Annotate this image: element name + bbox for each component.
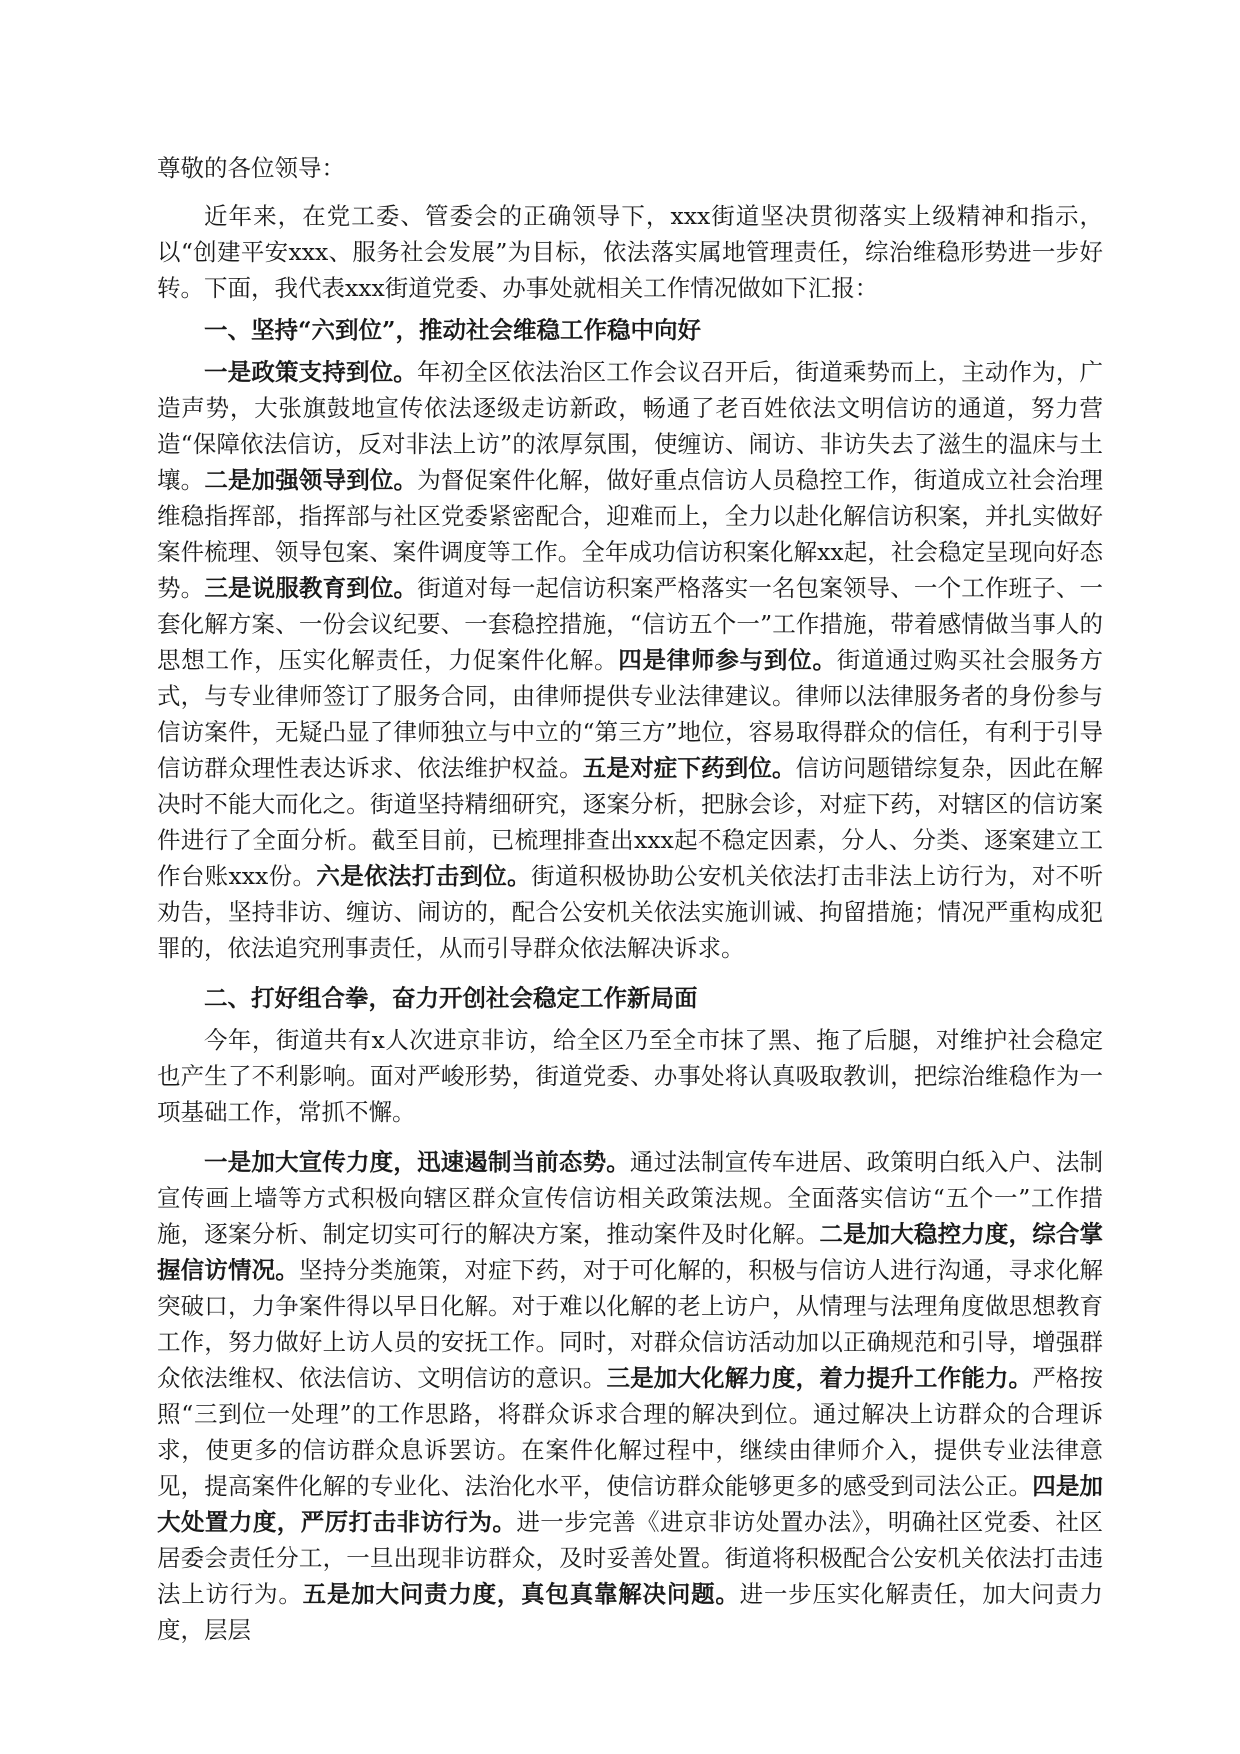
measure-3-text: 严格按照“三到位一处理”的工作思路，将群众诉求合理的解决到位。通过解决上访群众的合理诉求，使更多的信访群众息诉罢访。在案件化解过程中，继续由律师介入，提供专业法律意见，提高案件化解的专业化、法治化水平，使信访群众能够更多的感受到司法公正。 (157, 1364, 1104, 1500)
point-3-text: 街道对每一起信访积案严格落实一名包案领导、一个工作班子、一套化解方案、一份会议纪要、一套稳控措施，“信访五个一”工作措施，带着感情做当事人的思想工作，压实化解责任，力促案件化解。 (157, 574, 1104, 674)
point-5-title: 五是对症下药到位。 (582, 754, 796, 782)
measure-4-text: 进一步完善《进京非访处置办法》，明确社区党委、社区居委会责任分工，一旦出现非访群众，及时妥善处置。街道将积极配合公安机关依法打击违法上访行为。 (157, 1508, 1104, 1608)
measure-1-title: 一是加大宣传力度，迅速遏制当前态势。 (204, 1148, 630, 1176)
measure-3-title: 三是加大化解力度，着力提升工作能力。 (606, 1364, 1033, 1392)
section-2-paragraph (157, 1144, 1103, 1648)
section-2-heading: 二、打好组合拳，奋力开创社会稳定工作新局面 (204, 984, 698, 1012)
salutation: 尊敬的各位领导： (157, 154, 345, 182)
point-2-title: 二是加强领导到位。 (204, 466, 418, 494)
point-4-title: 四是律师参与到位。 (618, 646, 837, 674)
point-5-text: 信访问题错综复杂，因此在解决时不能大而化之。街道坚持精细研究，逐案分析，把脉会诊，对症下药，对辖区的信访案件进行了全面分析。截至目前，已梳理排查出xxx起不稳定因素，分人、分类、逐案建立工作台账xxx份。 (157, 754, 1104, 890)
point-1-text: 年初全区依法治区工作会议召开后，街道乘势而上，主动作为，广造声势，大张旗鼓地宣传依法逐级走访新政，畅通了老百姓依法文明信访的通道，努力营造“保障依法信访，反对非法上访”的浓厚氛围，使缠访、闹访、非访失去了滋生的温床与土壤。 (157, 358, 1104, 494)
point-1-title: 一是政策支持到位。 (204, 358, 417, 386)
point-4-text: 街道通过购买社会服务方式，与专业律师签订了服务合同，由律师提供专业法律建议。律师以法律服务者的身份参与信访案件，无疑凸显了律师独立与中立的“第三方”地位，容易取得群众的信任，有利于引导信访群众理性表达诉求、依法维护权益。 (157, 646, 1104, 782)
measure-1-text: 通过法制宣传车进居、政策明白纸入户、法制宣传画上墙等方式积极向辖区群众宣传信访相关政策法规。全面落实信访“五个一”工作措施，逐案分析、制定切实可行的解决方案，推动案件及时化解。 (157, 1148, 1104, 1248)
measure-4-title: 四是加大处置力度，严厉打击非访行为。 (157, 1472, 1104, 1536)
point-2-text: 为督促案件化解，做好重点信访人员稳控工作，街道成立社会治理维稳指挥部，指挥部与社区党委紧密配合，迎难而上，全力以赴化解信访积案，并扎实做好案件梳理、领导包案、案件调度等工作。全年成功信访积案化解xx起，社会稳定呈现向好态势。 (157, 466, 1104, 602)
measure-5-text: 进一步压实化解责任，加大问责力度，层层 (157, 1580, 1104, 1644)
document-body (157, 150, 1103, 1648)
section-1-heading: 一、坚持“六到位”，推动社会维稳工作稳中向好 (204, 316, 702, 344)
point-6-text: 街道积极协助公安机关依法打击非法上访行为，对不听劝告，坚持非访、缠访、闹访的，配合公安机关依法实施训诫、拘留措施；情况严重构成犯罪的，依法追究刑事责任，从而引导群众依法解决诉求。 (157, 862, 1104, 962)
point-3-title: 三是说服教育到位。 (204, 574, 418, 602)
section-1-paragraph (157, 354, 1103, 966)
measure-2-title: 二是加大稳控力度，综合掌握信访情况。 (157, 1220, 1104, 1284)
section-2-intro: 今年，街道共有x人次进京非访，给全区乃至全市抹了黑、拖了后腿，对维护社会稳定也产生了不利影响。面对严峻形势，街道党委、办事处将认真吸取教训，把综治维稳作为一项基础工作，常抓不懈。 (157, 1026, 1103, 1126)
point-6-title: 六是依法打击到位。 (316, 862, 531, 890)
measure-2-text: 坚持分类施策，对症下药，对于可化解的，积极与信访人进行沟通，寻求化解突破口，力争案件得以早日化解。对于难以化解的老上访户，从情理与法理角度做思想教育工作，努力做好上访人员的安抚工作。同时，对群众信访活动加以正确规范和引导，增强群众依法维权、依法信访、文明信访的意识。 (157, 1256, 1104, 1392)
measure-5-title: 五是加大问责力度，真包真靠解决问题。 (302, 1580, 740, 1608)
intro-paragraph: 近年来，在党工委、管委会的正确领导下，xxx街道坚决贯彻落实上级精神和指示，以“创建平安xxx、服务社会发展”为目标，依法落实属地管理责任，综治维稳形势进一步好转。下面，我代表xxx街道党委、办事处就相关工作情况做如下汇报： (157, 202, 1103, 302)
